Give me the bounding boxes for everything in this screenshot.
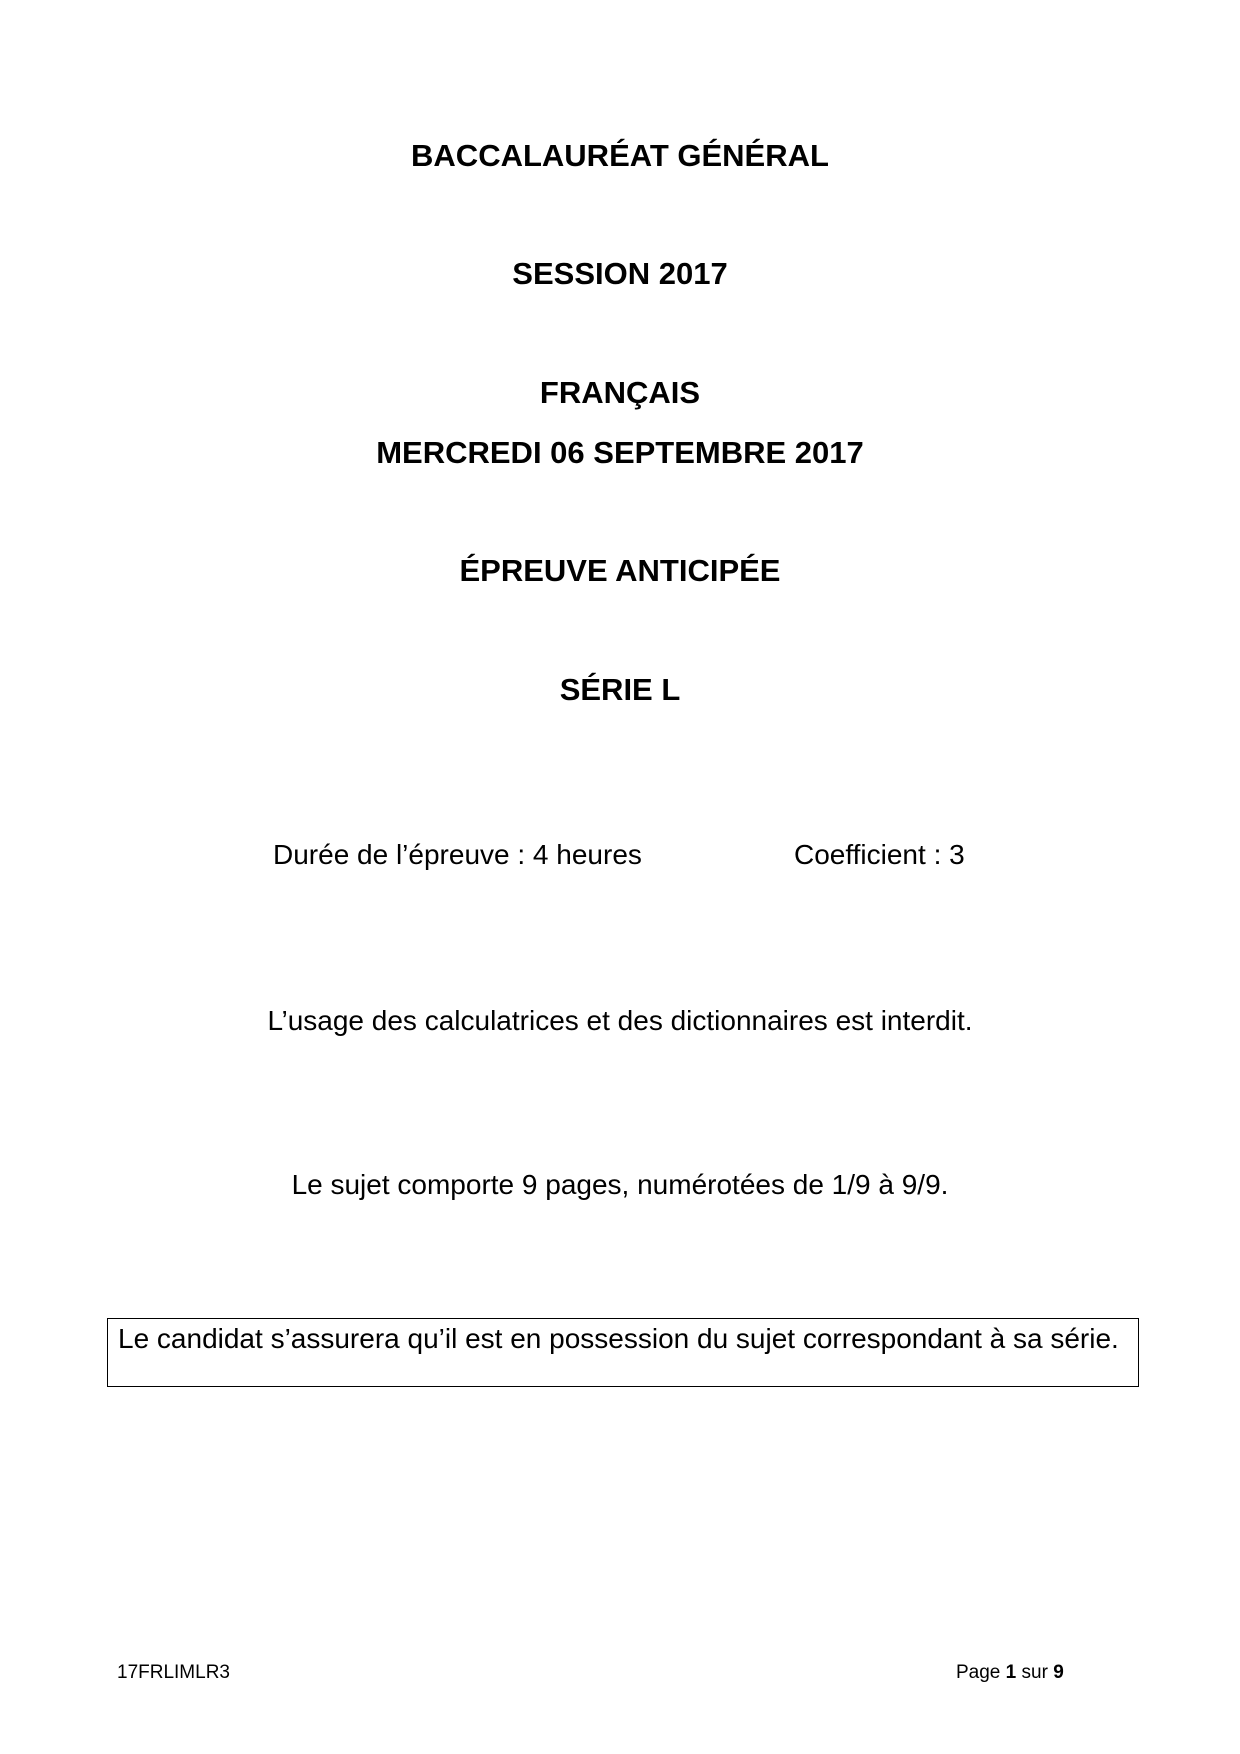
- notice-box: [107, 1318, 1139, 1387]
- duration-text: Durée de l’épreuve : 4 heures: [273, 839, 642, 870]
- pages-info-text: Le sujet comporte 9 pages, numérotées de 1/9 à 9/9.: [291, 1169, 949, 1200]
- coefficient-text: Coefficient : 3: [794, 839, 965, 870]
- footer-code: 17FRLIMLR3: [117, 1662, 230, 1683]
- exam-title: BACCALAURÉAT GÉNÉRAL: [411, 138, 829, 173]
- page-current: 1: [1005, 1662, 1017, 1683]
- serie-title: SÉRIE L: [559, 672, 681, 707]
- epreuve-title: ÉPREUVE ANTICIPÉE: [459, 553, 781, 588]
- page-total: 9: [1053, 1662, 1064, 1683]
- session-title: SESSION 2017: [512, 256, 728, 291]
- subject-title: FRANÇAIS: [539, 375, 701, 410]
- page-word: Page: [956, 1662, 1001, 1683]
- page-separator: sur: [1021, 1662, 1048, 1683]
- page-number: [956, 1661, 1064, 1685]
- exam-date: MERCREDI 06 SEPTEMBRE 2017: [376, 435, 864, 470]
- rule-text: L’usage des calculatrices et des dictionnaires est interdit.: [267, 1005, 973, 1036]
- notice-text: Le candidat s’assurera qu’il est en possession du sujet correspondant à sa série.: [118, 1323, 1119, 1354]
